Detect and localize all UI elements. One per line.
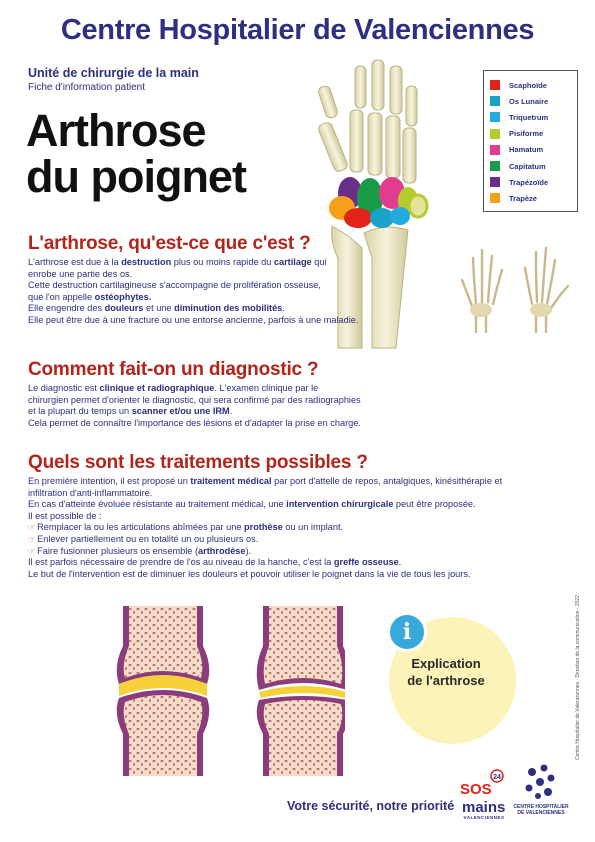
text: qui xyxy=(311,257,327,267)
legend-label: Triquetrum xyxy=(509,112,549,122)
page-title xyxy=(26,105,246,202)
sos-logo-subtitle: VALENCIENNES xyxy=(463,815,505,820)
text: Enlever partiellement ou en totalité un ou plusieurs os. xyxy=(37,533,259,544)
hospital-logo-line-2: DE VALENCIENNES xyxy=(517,810,565,816)
hospital-logo xyxy=(520,762,562,802)
legend-item-capitate xyxy=(490,158,571,174)
legend-label: Capitatum xyxy=(509,161,546,171)
legend-label: Hamatum xyxy=(509,145,544,155)
section-title-diagnosis: Comment fait-on un diagnostic ? xyxy=(28,359,319,380)
text-bold: cartilage xyxy=(273,257,312,267)
legend-swatch xyxy=(490,80,500,90)
text-line: Elle engendre des douleurs et une diminution des mobilités. xyxy=(28,303,285,314)
side-credit: Centre Hospitalier de Valenciennes - Direction de la communication - 2022 xyxy=(575,595,581,760)
text-bold: destruction xyxy=(121,257,172,267)
legend-swatch xyxy=(490,177,500,187)
legend-label: Pisiforme xyxy=(509,129,544,139)
text-line: infiltration d'anti-inflammatoire. xyxy=(28,487,153,498)
legend-swatch xyxy=(490,112,500,122)
arthritic-joint xyxy=(257,606,345,776)
legend-label: Os Lunaire xyxy=(509,96,549,106)
text-bold: scanner et/ou une IRM xyxy=(131,406,230,417)
motto: Votre sécurité, notre priorité xyxy=(287,799,455,813)
text: par port d'attelle de repos, antalgiques, kinésithérapie et xyxy=(271,476,503,486)
legend-swatch xyxy=(490,129,500,139)
legend-label: Trapézoïde xyxy=(509,177,549,187)
bullet-item xyxy=(28,546,502,558)
text-line: Il est possible de : xyxy=(28,510,102,521)
text-bold: clinique et radiographique xyxy=(99,383,215,393)
text-line xyxy=(28,499,502,511)
legend-item-trapezoid xyxy=(490,174,571,190)
legend-swatch xyxy=(490,145,500,155)
bullet-item xyxy=(28,522,502,534)
text: . L'examen clinique par le xyxy=(214,383,319,393)
legend-item-scaphoid xyxy=(490,77,571,93)
text-bold: douleurs xyxy=(104,303,144,314)
legend-swatch xyxy=(490,161,500,171)
legend-label: Scaphoïde xyxy=(509,80,547,90)
hand-bullet-icon: ☞ xyxy=(28,523,36,533)
text: plus ou moins rapide du xyxy=(171,257,274,267)
text-line: Il est parfois nécessaire de prendre de l'os au niveau de la hanche, c'est la greffe osseuse. xyxy=(28,557,402,568)
legend-swatch xyxy=(490,193,500,203)
text-bold: arthrodèse xyxy=(198,545,246,556)
hand-bullet-icon: ☞ xyxy=(28,534,36,544)
text: que l'on appelle xyxy=(28,291,95,302)
text-bold: diminution des mobilités xyxy=(174,303,283,314)
info-label xyxy=(392,655,500,689)
text-line: Cela permet de connaître l'importance des lésions et d'adapter la prise en charge. xyxy=(28,417,361,428)
legend-label: Trapèze xyxy=(509,193,537,203)
carpal-bones-legend xyxy=(483,70,578,212)
text-line: Cette destruction cartilagineuse s'accompagne de prolifération osseuse, xyxy=(28,280,321,291)
legend-item-hamate xyxy=(490,142,571,158)
bullet-item xyxy=(28,534,502,546)
section-body-diagnosis xyxy=(28,383,361,429)
text-line xyxy=(28,257,358,269)
joint-comparison-illustration xyxy=(95,606,345,776)
svg-text:SOS: SOS xyxy=(460,781,492,798)
text: Il est parfois nécessaire de prendre de l'os au niveau de la hanche, c'est la xyxy=(28,557,334,568)
info-icon: i xyxy=(387,612,427,652)
section-title-what: L'arthrose, qu'est-ce que c'est ? xyxy=(28,233,311,254)
info-label-line-1: Explication xyxy=(411,656,481,671)
text: peut être proposée. xyxy=(393,499,476,510)
text: L'arthrose est due à la xyxy=(28,257,122,267)
svg-text:24: 24 xyxy=(493,774,501,781)
text: ou un implant. xyxy=(282,522,344,533)
info-label-line-2: de l'arthrose xyxy=(407,673,485,688)
healthy-joint xyxy=(117,606,210,776)
text: Le diagnostic est xyxy=(28,383,100,393)
legend-item-pisiform xyxy=(490,126,571,142)
section-body-what xyxy=(28,257,358,327)
hospital-logo-text xyxy=(510,804,572,816)
text: et une xyxy=(143,303,175,314)
text: Faire fusionner plusieurs os ensemble ( xyxy=(37,545,199,556)
text-line: enrobe une partie des os. xyxy=(28,268,133,279)
unit-name: Unité de chirurgie de la main xyxy=(28,66,199,80)
text-bold: prothèse xyxy=(244,522,283,533)
hospital-title: Centre Hospitalier de Valenciennes xyxy=(60,14,535,46)
text-bold: greffe osseuse xyxy=(333,557,399,568)
hospital-logo-line-1: CENTRE HOSPITALIER xyxy=(513,804,569,810)
text-line xyxy=(28,292,358,304)
svg-text:mains: mains xyxy=(462,799,506,816)
text: et la plupart du temps un xyxy=(28,406,132,417)
text-line xyxy=(28,476,502,488)
title-line-1: Arthrose xyxy=(26,105,206,156)
text-bold: ostéophytes. xyxy=(94,291,152,302)
legend-item-triquetrum xyxy=(490,109,571,125)
section-body-treatment xyxy=(28,476,502,580)
text: Remplacer la ou les articulations abîmées par une xyxy=(37,522,244,533)
text-line: et la plupart du temps un scanner et/ou une IRM. xyxy=(28,406,233,417)
text-line: Elle peut être due à une fracture ou une entorse ancienne, parfois à une maladie. xyxy=(28,314,359,325)
text-line: chirurgien permet d'orienter le diagnostic, qui sera confirmé par des radiographies xyxy=(28,394,361,405)
sheet-type: Fiche d'information patient xyxy=(28,82,145,93)
section-title-treatment: Quels sont les traitements possibles ? xyxy=(28,452,368,473)
text-line: Le but de l'intervention est de diminuer les douleurs et pouvoir utiliser le poignet dans la vie de tous les jours. xyxy=(28,568,471,579)
hand-bullet-icon: ☞ xyxy=(28,546,36,556)
title-line-2: du poignet xyxy=(26,151,246,202)
text: En première intention, il est proposé un xyxy=(28,476,191,486)
legend-swatch xyxy=(490,96,500,106)
text: Elle engendre des xyxy=(28,303,105,314)
text-line xyxy=(28,383,361,395)
hand-skeletons-illustration xyxy=(458,244,578,344)
text: En cas d'atteinte évoluée résistante au traitement médical, une xyxy=(28,499,287,510)
text-bold: intervention chirurgicale xyxy=(286,499,394,510)
sos-mains-logo xyxy=(456,768,512,816)
text: ). xyxy=(245,545,252,556)
legend-item-lunate xyxy=(490,93,571,109)
legend-item-trapezium xyxy=(490,190,571,206)
text-bold: traitement médical xyxy=(190,476,272,486)
